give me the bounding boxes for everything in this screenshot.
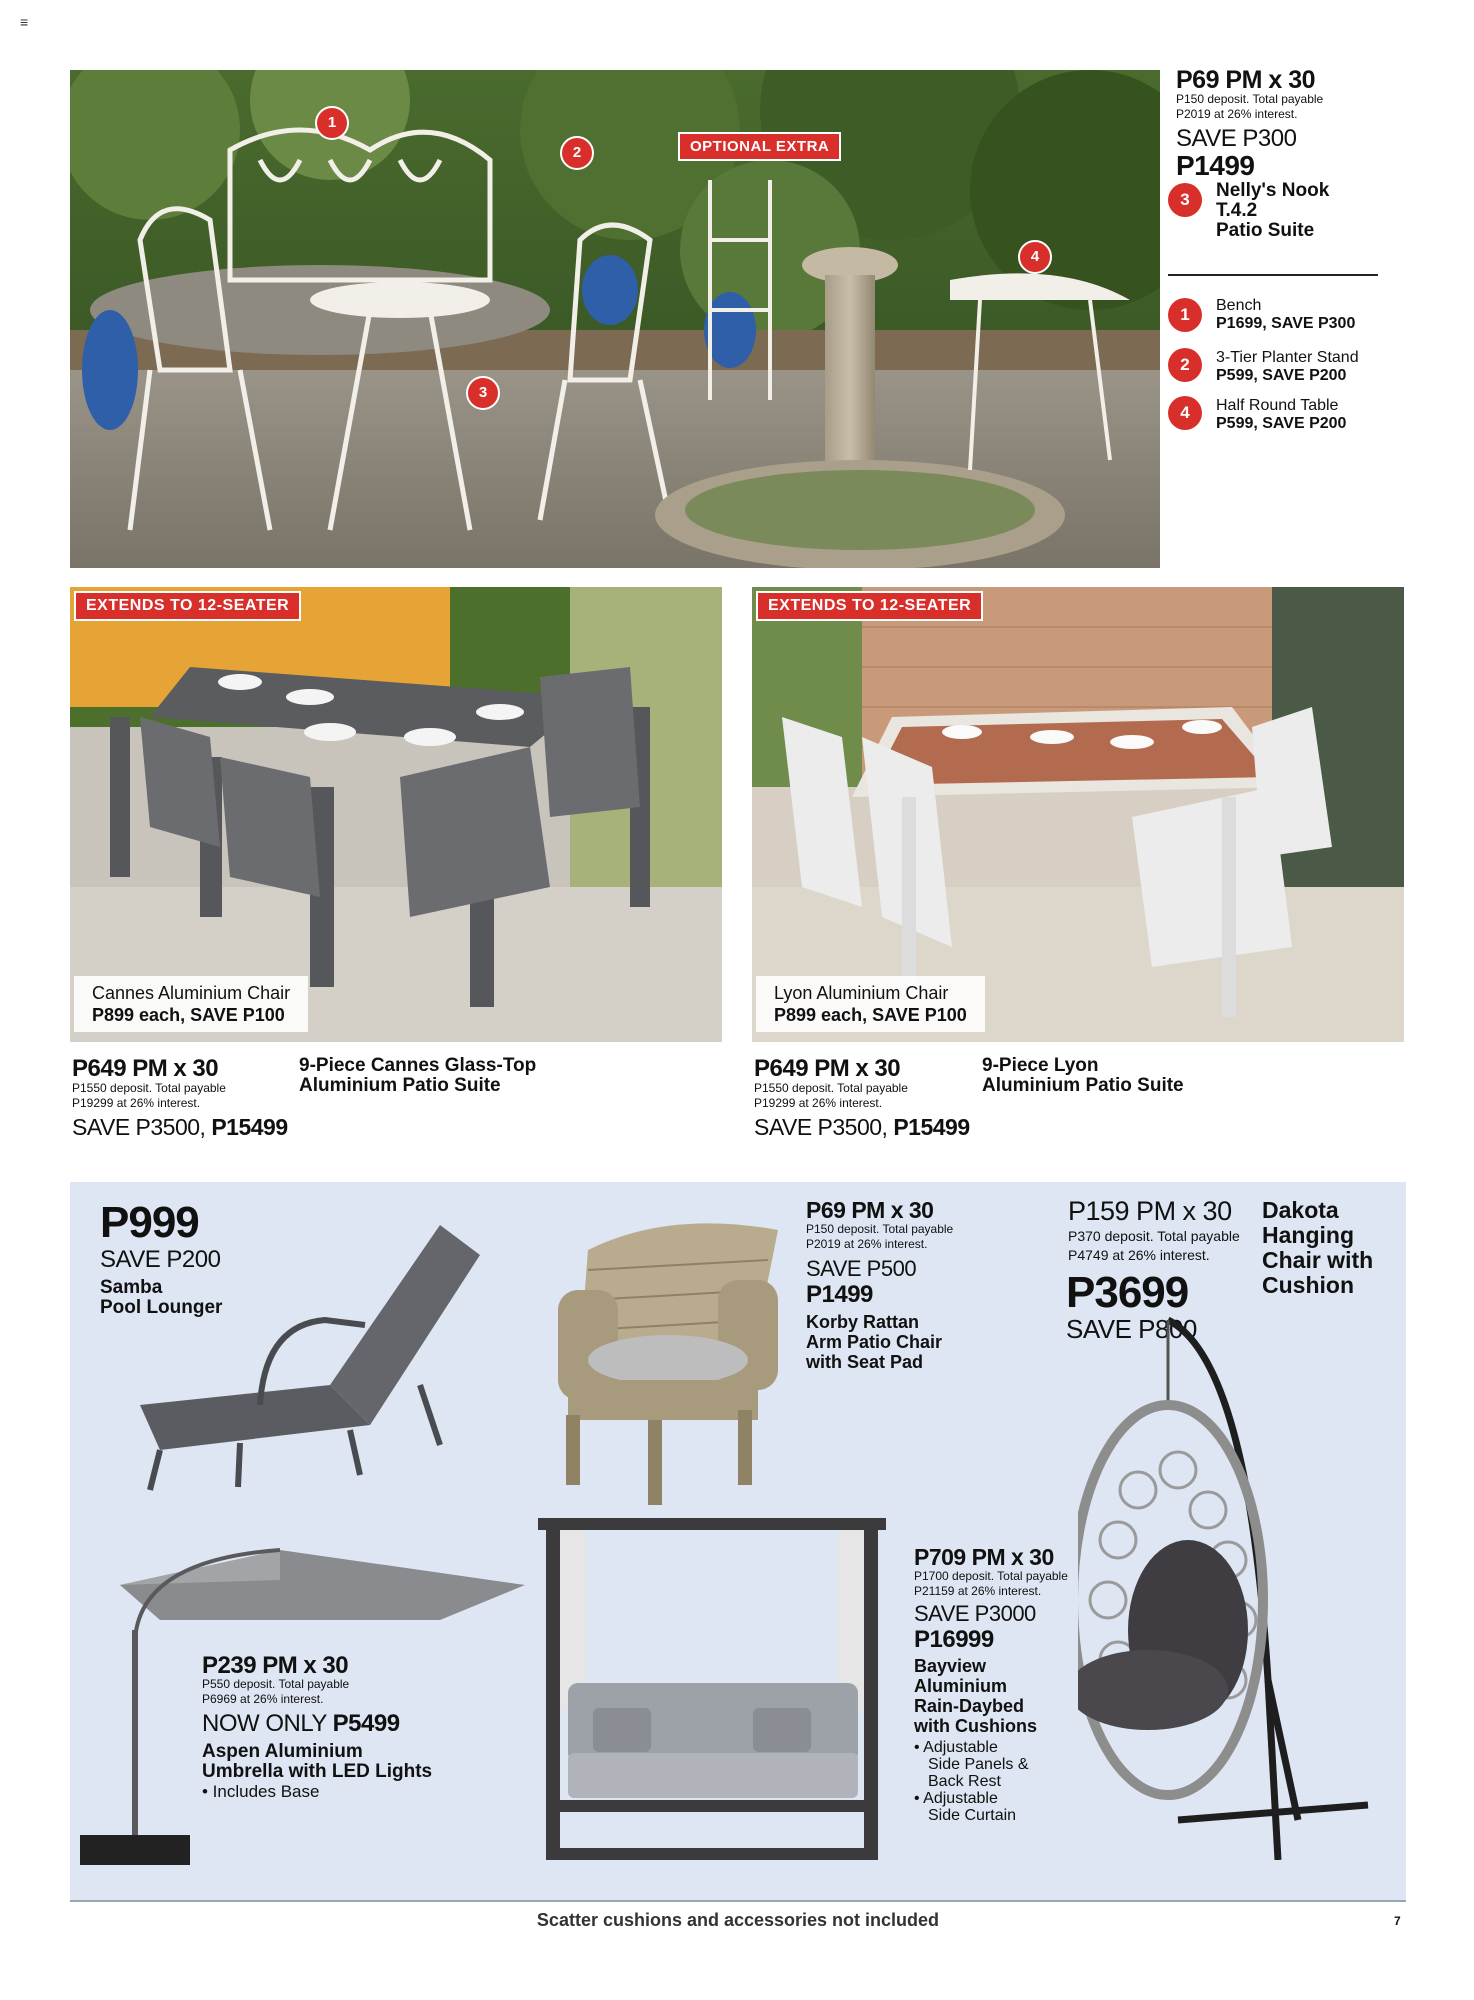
item-table-name: Half Round Table	[1216, 397, 1339, 414]
item-planter-stand	[1216, 349, 1359, 385]
cannes-save-line	[72, 1114, 288, 1141]
item-half-round-table	[1216, 397, 1346, 433]
item-bench	[1216, 297, 1355, 333]
dakota-deposit-line1: P370 deposit. Total payable	[1068, 1228, 1240, 1244]
bayview-deposit-line1: P1700 deposit. Total payable	[914, 1569, 1068, 1583]
bayview-save: SAVE P3000	[914, 1601, 1036, 1626]
patio-suite-name-line1: Nelly's Nook	[1216, 180, 1330, 201]
cannes-suite-photo	[70, 587, 722, 1042]
marker-1: 1	[315, 106, 349, 140]
lyon-chair-caption	[756, 976, 985, 1032]
samba-price: P999	[100, 1198, 199, 1247]
aspen-price: P5499	[332, 1710, 400, 1737]
lyon-dining-illustration	[752, 587, 1404, 1042]
dakota-deposit-line2: P4749 at 26% interest.	[1068, 1247, 1210, 1263]
bayview-name-line3: Rain-Daybed	[914, 1696, 1025, 1716]
lyon-suite-name-line1: 9-Piece Lyon	[982, 1055, 1099, 1076]
item-2-dot: 2	[1168, 348, 1202, 382]
dakota-name	[1262, 1198, 1373, 1298]
patio-price: P1499	[1176, 150, 1255, 181]
footer-note: Scatter cushions and accessories not included	[536, 1910, 940, 1930]
patio-suite-name-line2: T.4.2	[1216, 200, 1258, 221]
bayview-feature-1: • Adjustable	[914, 1739, 998, 1756]
samba-lounger-illustration	[120, 1225, 490, 1505]
cannes-price-pm: P649 PM x 30	[72, 1055, 219, 1082]
bayview-price-pm: P709 PM x 30	[914, 1544, 1054, 1570]
lyon-suite-name-line2: Aluminium Patio Suite	[982, 1075, 1184, 1096]
patio-garden-photo	[70, 70, 1160, 568]
cannes-suite-name	[299, 1056, 536, 1096]
lyon-chair-name: Lyon Aluminium Chair	[774, 983, 949, 1003]
korby-name	[806, 1312, 942, 1372]
bayview-daybed-illustration	[538, 1518, 886, 1864]
aspen-name	[202, 1742, 432, 1782]
patio-price-pm: P69 PM x 30	[1176, 66, 1316, 94]
cannes-save: SAVE P3500,	[72, 1114, 206, 1140]
samba-name-line2: Pool Lounger	[100, 1297, 223, 1318]
aspen-name-line1: Aspen Aluminium	[202, 1741, 363, 1762]
cannes-deposit-line1: P1550 deposit. Total payable	[72, 1081, 226, 1095]
korby-chair-illustration	[548, 1210, 798, 1510]
marker-2: 2	[560, 136, 594, 170]
item-planter-price: P599, SAVE P200	[1216, 367, 1347, 384]
dakota-name-line2: Hanging	[1262, 1222, 1354, 1248]
samba-name-line1: Samba	[100, 1277, 163, 1298]
aspen-deposit-line1: P550 deposit. Total payable	[202, 1677, 350, 1691]
footer-rule	[70, 1900, 1406, 1902]
bayview-name-line2: Aluminium	[914, 1676, 1007, 1696]
lyon-chair-price: P899 each, SAVE P100	[774, 1005, 967, 1025]
dakota-name-line3: Chair with	[1262, 1247, 1374, 1273]
optional-extra-tag: OPTIONAL EXTRA	[678, 132, 841, 161]
korby-price-pm: P69 PM x 30	[806, 1197, 934, 1223]
cannes-chair-caption	[74, 976, 308, 1032]
patio-deposit-line2: P2019 at 26% interest.	[1176, 107, 1298, 121]
aspen-deposit-line2: P6969 at 26% interest.	[202, 1692, 324, 1706]
bayview-features	[914, 1739, 1029, 1824]
lyon-price-pm: P649 PM x 30	[754, 1055, 901, 1082]
cannes-price: P15499	[211, 1114, 288, 1140]
bayview-name-line4: with Cushions	[914, 1716, 1037, 1736]
page-number: 7	[1394, 1914, 1401, 1928]
bayview-feature-2: • Adjustable	[914, 1790, 998, 1807]
dakota-price: P3699	[1066, 1268, 1189, 1317]
patio-suite-name-line3: Patio Suite	[1216, 220, 1315, 241]
lyon-suite-name	[982, 1056, 1184, 1096]
cannes-suite-name-line1: 9-Piece Cannes Glass-Top	[299, 1055, 537, 1076]
bayview-feature-1b: Side Panels &	[928, 1756, 1029, 1773]
patio-suite-name	[1216, 181, 1329, 241]
aspen-bullet: • Includes Base	[202, 1782, 320, 1801]
bayview-name	[914, 1656, 1037, 1736]
korby-deposit-line2: P2019 at 26% interest.	[806, 1237, 928, 1251]
marker-4: 4	[1018, 240, 1052, 274]
dakota-name-line4: Cushion	[1262, 1272, 1354, 1298]
lyon-save-line	[754, 1114, 970, 1141]
patio-save: SAVE P300	[1176, 125, 1297, 152]
dakota-price-pm: P159 PM x 30	[1068, 1196, 1232, 1226]
garden-scene-illustration	[70, 70, 1160, 568]
lyon-price: P15499	[893, 1114, 970, 1140]
samba-save: SAVE P200	[100, 1246, 221, 1273]
bayview-feature-2b: Side Curtain	[928, 1807, 1017, 1824]
divider	[1168, 274, 1378, 276]
bayview-deposit-line2: P21159 at 26% interest.	[914, 1584, 1042, 1598]
aspen-price-pm: P239 PM x 30	[202, 1652, 349, 1679]
cannes-deposit-line2: P19299 at 26% interest.	[72, 1096, 201, 1110]
lyon-deposit-line1: P1550 deposit. Total payable	[754, 1081, 908, 1095]
cannes-dining-illustration	[70, 587, 722, 1042]
korby-name-line3: with Seat Pad	[806, 1352, 924, 1372]
cannes-suite-name-line2: Aluminium Patio Suite	[299, 1075, 501, 1096]
item-4-dot: 4	[1168, 396, 1202, 430]
cannes-extends-tag: EXTENDS TO 12-SEATER	[74, 591, 301, 621]
suite-number-3: 3	[1168, 183, 1202, 217]
item-bench-price: P1699, SAVE P300	[1216, 315, 1356, 332]
dakota-name-line1: Dakota	[1262, 1197, 1339, 1223]
marker-3: 3	[466, 376, 500, 410]
lyon-extends-tag: EXTENDS TO 12-SEATER	[756, 591, 983, 621]
bayview-price: P16999	[914, 1626, 994, 1653]
dakota-hanging-chair-illustration	[1078, 1300, 1408, 1860]
item-bench-name: Bench	[1216, 297, 1262, 314]
aspen-name-line2: Umbrella with LED Lights	[202, 1761, 433, 1782]
cannes-chair-name: Cannes Aluminium Chair	[92, 983, 291, 1003]
aspen-now-line	[202, 1710, 400, 1738]
cannes-chair-price: P899 each, SAVE P100	[92, 1005, 285, 1025]
bayview-feature-1c: Back Rest	[928, 1773, 1001, 1790]
patio-deposit-line1: P150 deposit. Total payable	[1176, 92, 1324, 106]
item-planter-name: 3-Tier Planter Stand	[1216, 349, 1359, 366]
menu-icon[interactable]: ≡	[20, 14, 29, 30]
item-table-price: P599, SAVE P200	[1216, 415, 1347, 432]
bayview-name-line1: Bayview	[914, 1656, 987, 1676]
lyon-deposit-line2: P19299 at 26% interest.	[754, 1096, 883, 1110]
korby-name-line1: Korby Rattan	[806, 1312, 920, 1332]
korby-name-line2: Arm Patio Chair	[806, 1332, 943, 1352]
item-1-dot: 1	[1168, 298, 1202, 332]
korby-deposit-line1: P150 deposit. Total payable	[806, 1222, 954, 1236]
aspen-now-only: NOW ONLY	[202, 1710, 327, 1737]
lyon-suite-photo	[752, 587, 1404, 1042]
dakota-save: SAVE P800	[1066, 1314, 1197, 1344]
korby-price: P1499	[806, 1281, 873, 1308]
lyon-save: SAVE P3500,	[754, 1114, 888, 1140]
korby-save: SAVE P500	[806, 1256, 917, 1281]
